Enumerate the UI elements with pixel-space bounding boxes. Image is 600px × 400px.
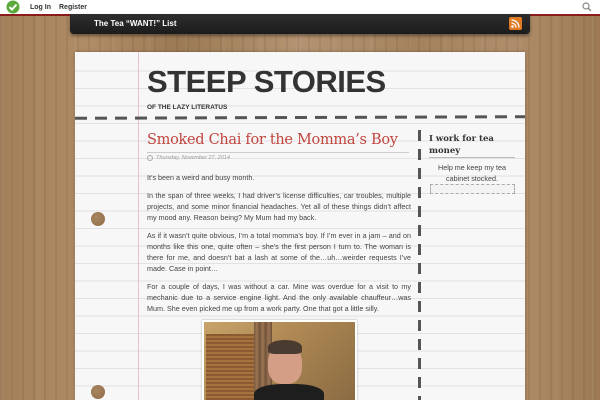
top-navigation [70,14,530,34]
photo-hair [268,340,302,354]
header-divider [75,115,525,120]
margin-line [138,52,139,400]
site-description: OF THE LAZY LITERATUS [147,104,228,111]
search-icon[interactable] [582,2,592,12]
register-link[interactable]: Register [59,3,88,11]
post-content [147,172,411,321]
notebook-paper [75,52,525,400]
login-link[interactable]: Log In [30,3,51,11]
site-title[interactable]: STEEP STORIES [147,64,386,99]
post-paragraph: For a couple of days, I was without a car. Mine was overdue for a visit to my mechanic due to a service engine light. And the only available chauffeur…was Mum. She even picked me up from a work party. One that got a little silly. [147,282,411,313]
photo-blinds [206,334,256,400]
widget-text: Help me keep my tea cabinet stocked. [438,163,506,183]
widget-title: I work for tea money [429,134,494,156]
clock-icon [147,155,153,161]
title-rule [147,152,409,153]
donate-widget-box[interactable] [430,184,515,194]
nav-item-tea-want-list[interactable]: The Tea “WANT!” List [94,19,177,28]
post-date [147,155,230,161]
post-paragraph: It’s been a weird and busy month. [147,173,255,182]
widget-rule [429,157,515,158]
photo-shirt [254,384,324,400]
post-photo[interactable] [202,320,357,400]
post-date-text: Thursday, November 27, 2014 [156,155,230,161]
wordpress-logo-icon[interactable] [6,0,20,14]
post-title[interactable]: Smoked Chai for the Momma’s Boy [147,132,398,148]
punch-hole [91,385,105,399]
sidebar-divider [418,130,421,400]
rss-icon[interactable] [509,17,522,30]
post-paragraph: As if it wasn’t quite obvious, I’m a total momma’s boy. If I’m ever in a jam – and on months like this one, quite often – she’s the first person I turn to. The woman is there for me, and doesn’t bat a lash at some of the…uh…weirder requests I’ve made. Case in point… [147,231,411,273]
post-paragraph: In the span of three weeks, I had driver’s license difficulties, car troubles, multiple projects, and some minor financial headaches. Yet all of these things didn’t affect my mood any. Reason being? My Mum had my back. [147,191,411,222]
punch-hole [91,212,105,226]
